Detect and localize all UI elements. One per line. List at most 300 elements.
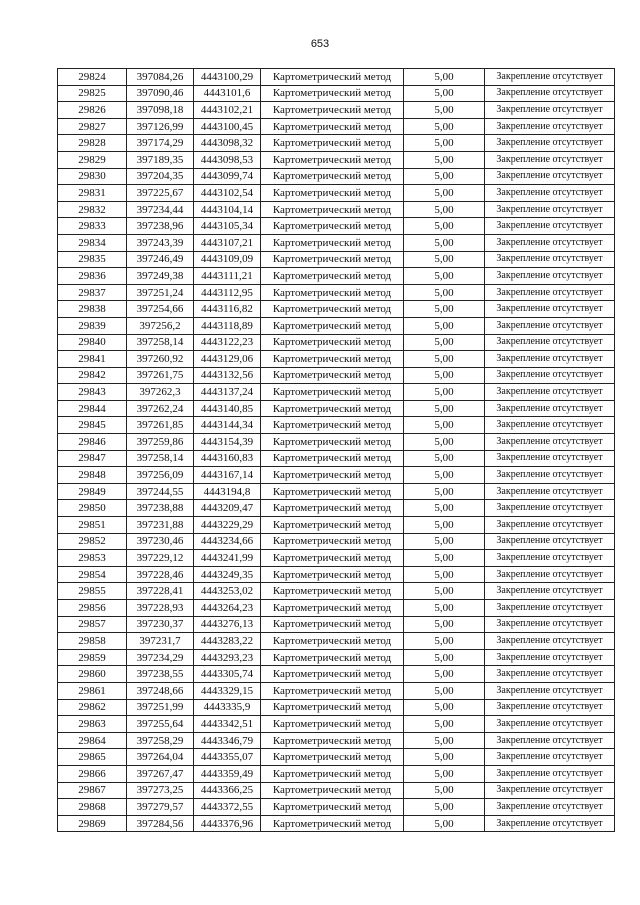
table-row [58,633,615,650]
table-row [58,118,615,135]
table-row [58,649,615,666]
accuracy-cell: 5,00 [404,85,485,102]
accuracy-cell: 5,00 [404,168,485,185]
y-coordinate-cell: 4443241,99 [194,550,261,567]
fixation-cell: Закрепление отсутствует [485,699,615,716]
table-row [58,234,615,251]
y-coordinate-cell: 4443102,21 [194,102,261,119]
method-cell: Картометрический метод [261,633,404,650]
y-coordinate-cell: 4443342,51 [194,716,261,733]
x-coordinate-cell: 397231,7 [127,633,194,650]
method-cell: Картометрический метод [261,135,404,152]
fixation-cell: Закрепление отсутствует [485,550,615,567]
method-cell: Картометрический метод [261,467,404,484]
point-number-cell: 29824 [58,69,127,86]
point-number-cell: 29844 [58,400,127,417]
point-number-cell: 29859 [58,649,127,666]
method-cell: Картометрический метод [261,666,404,683]
accuracy-cell: 5,00 [404,268,485,285]
accuracy-cell: 5,00 [404,251,485,268]
x-coordinate-cell: 397098,18 [127,102,194,119]
accuracy-cell: 5,00 [404,550,485,567]
method-cell: Картометрический метод [261,218,404,235]
x-coordinate-cell: 397255,64 [127,716,194,733]
point-number-cell: 29843 [58,384,127,401]
table-row [58,367,615,384]
table-row [58,334,615,351]
method-cell: Картометрический метод [261,815,404,832]
point-number-cell: 29845 [58,417,127,434]
fixation-cell: Закрепление отсутствует [485,633,615,650]
x-coordinate-cell: 397262,3 [127,384,194,401]
y-coordinate-cell: 4443104,14 [194,201,261,218]
fixation-cell: Закрепление отсутствует [485,218,615,235]
method-cell: Картометрический метод [261,367,404,384]
point-number-cell: 29829 [58,151,127,168]
y-coordinate-cell: 4443355,07 [194,749,261,766]
coordinates-table [57,68,615,832]
x-coordinate-cell: 397279,57 [127,799,194,816]
fixation-cell: Закрепление отсутствует [485,102,615,119]
x-coordinate-cell: 397256,2 [127,317,194,334]
fixation-cell: Закрепление отсутствует [485,566,615,583]
x-coordinate-cell: 397251,24 [127,284,194,301]
x-coordinate-cell: 397258,14 [127,334,194,351]
table-row [58,550,615,567]
point-number-cell: 29848 [58,467,127,484]
y-coordinate-cell: 4443109,09 [194,251,261,268]
method-cell: Картометрический метод [261,268,404,285]
y-coordinate-cell: 4443140,85 [194,400,261,417]
point-number-cell: 29865 [58,749,127,766]
table-row [58,566,615,583]
accuracy-cell: 5,00 [404,450,485,467]
fixation-cell: Закрепление отсутствует [485,251,615,268]
method-cell: Картометрический метод [261,616,404,633]
fixation-cell: Закрепление отсутствует [485,135,615,152]
point-number-cell: 29842 [58,367,127,384]
point-number-cell: 29852 [58,533,127,550]
method-cell: Картометрический метод [261,533,404,550]
fixation-cell: Закрепление отсутствует [485,500,615,517]
x-coordinate-cell: 397238,88 [127,500,194,517]
fixation-cell: Закрепление отсутствует [485,400,615,417]
y-coordinate-cell: 4443305,74 [194,666,261,683]
table-body [58,69,615,832]
x-coordinate-cell: 397126,99 [127,118,194,135]
table-row [58,732,615,749]
fixation-cell: Закрепление отсутствует [485,168,615,185]
x-coordinate-cell: 397258,14 [127,450,194,467]
point-number-cell: 29840 [58,334,127,351]
accuracy-cell: 5,00 [404,351,485,368]
table-row [58,517,615,534]
point-number-cell: 29857 [58,616,127,633]
fixation-cell: Закрепление отсутствует [485,765,615,782]
x-coordinate-cell: 397204,35 [127,168,194,185]
x-coordinate-cell: 397238,55 [127,666,194,683]
table-row [58,284,615,301]
accuracy-cell: 5,00 [404,815,485,832]
accuracy-cell: 5,00 [404,682,485,699]
method-cell: Картометрический метод [261,185,404,202]
accuracy-cell: 5,00 [404,301,485,318]
fixation-cell: Закрепление отсутствует [485,284,615,301]
y-coordinate-cell: 4443100,45 [194,118,261,135]
accuracy-cell: 5,00 [404,616,485,633]
table-row [58,583,615,600]
y-coordinate-cell: 4443293,23 [194,649,261,666]
accuracy-cell: 5,00 [404,384,485,401]
y-coordinate-cell: 4443359,49 [194,765,261,782]
method-cell: Картометрический метод [261,600,404,617]
point-number-cell: 29833 [58,218,127,235]
fixation-cell: Закрепление отсутствует [485,384,615,401]
y-coordinate-cell: 4443329,15 [194,682,261,699]
accuracy-cell: 5,00 [404,649,485,666]
table-row [58,450,615,467]
fixation-cell: Закрепление отсутствует [485,317,615,334]
x-coordinate-cell: 397258,29 [127,732,194,749]
fixation-cell: Закрепление отсутствует [485,69,615,86]
fixation-cell: Закрепление отсутствует [485,118,615,135]
table-row [58,682,615,699]
x-coordinate-cell: 397267,47 [127,765,194,782]
method-cell: Картометрический метод [261,118,404,135]
table-row [58,782,615,799]
table-row [58,799,615,816]
x-coordinate-cell: 397090,46 [127,85,194,102]
method-cell: Картометрический метод [261,649,404,666]
point-number-cell: 29830 [58,168,127,185]
fixation-cell: Закрепление отсутствует [485,234,615,251]
point-number-cell: 29862 [58,699,127,716]
y-coordinate-cell: 4443144,34 [194,417,261,434]
method-cell: Картометрический метод [261,85,404,102]
table-row [58,251,615,268]
table-row [58,168,615,185]
y-coordinate-cell: 4443112,95 [194,284,261,301]
y-coordinate-cell: 4443372,55 [194,799,261,816]
point-number-cell: 29861 [58,682,127,699]
accuracy-cell: 5,00 [404,566,485,583]
x-coordinate-cell: 397243,39 [127,234,194,251]
y-coordinate-cell: 4443129,06 [194,351,261,368]
point-number-cell: 29831 [58,185,127,202]
y-coordinate-cell: 4443249,35 [194,566,261,583]
method-cell: Картометрический метод [261,251,404,268]
y-coordinate-cell: 4443376,96 [194,815,261,832]
table-row [58,69,615,86]
method-cell: Картометрический метод [261,749,404,766]
point-number-cell: 29834 [58,234,127,251]
accuracy-cell: 5,00 [404,782,485,799]
point-number-cell: 29838 [58,301,127,318]
x-coordinate-cell: 397284,56 [127,815,194,832]
accuracy-cell: 5,00 [404,434,485,451]
fixation-cell: Закрепление отсутствует [485,732,615,749]
accuracy-cell: 5,00 [404,234,485,251]
y-coordinate-cell: 4443105,34 [194,218,261,235]
table-row [58,699,615,716]
x-coordinate-cell: 397246,49 [127,251,194,268]
table-row [58,666,615,683]
table-row [58,85,615,102]
method-cell: Картометрический метод [261,69,404,86]
x-coordinate-cell: 397228,41 [127,583,194,600]
method-cell: Картометрический метод [261,699,404,716]
accuracy-cell: 5,00 [404,135,485,152]
fixation-cell: Закрепление отсутствует [485,716,615,733]
method-cell: Картометрический метод [261,400,404,417]
x-coordinate-cell: 397234,44 [127,201,194,218]
x-coordinate-cell: 397249,38 [127,268,194,285]
method-cell: Картометрический метод [261,566,404,583]
x-coordinate-cell: 397262,24 [127,400,194,417]
method-cell: Картометрический метод [261,168,404,185]
point-number-cell: 29826 [58,102,127,119]
table-row [58,815,615,832]
fixation-cell: Закрепление отсутствует [485,151,615,168]
y-coordinate-cell: 4443346,79 [194,732,261,749]
point-number-cell: 29860 [58,666,127,683]
method-cell: Картометрический метод [261,334,404,351]
fixation-cell: Закрепление отсутствует [485,533,615,550]
y-coordinate-cell: 4443209,47 [194,500,261,517]
method-cell: Картометрический метод [261,317,404,334]
fixation-cell: Закрепление отсутствует [485,600,615,617]
table-row [58,301,615,318]
y-coordinate-cell: 4443160,83 [194,450,261,467]
table-row [58,218,615,235]
method-cell: Картометрический метод [261,782,404,799]
x-coordinate-cell: 397259,86 [127,434,194,451]
point-number-cell: 29841 [58,351,127,368]
point-number-cell: 29863 [58,716,127,733]
point-number-cell: 29855 [58,583,127,600]
method-cell: Картометрический метод [261,583,404,600]
accuracy-cell: 5,00 [404,69,485,86]
method-cell: Картометрический метод [261,732,404,749]
accuracy-cell: 5,00 [404,799,485,816]
method-cell: Картометрический метод [261,301,404,318]
accuracy-cell: 5,00 [404,716,485,733]
y-coordinate-cell: 4443194,8 [194,483,261,500]
table-row [58,351,615,368]
fixation-cell: Закрепление отсутствует [485,666,615,683]
fixation-cell: Закрепление отсутствует [485,682,615,699]
x-coordinate-cell: 397238,96 [127,218,194,235]
y-coordinate-cell: 4443154,39 [194,434,261,451]
accuracy-cell: 5,00 [404,334,485,351]
x-coordinate-cell: 397229,12 [127,550,194,567]
page-number: 653 [310,38,330,50]
fixation-cell: Закрепление отсутствует [485,749,615,766]
accuracy-cell: 5,00 [404,666,485,683]
method-cell: Картометрический метод [261,483,404,500]
accuracy-cell: 5,00 [404,317,485,334]
y-coordinate-cell: 4443229,29 [194,517,261,534]
method-cell: Картометрический метод [261,417,404,434]
point-number-cell: 29856 [58,600,127,617]
table-row [58,434,615,451]
point-number-cell: 29835 [58,251,127,268]
accuracy-cell: 5,00 [404,765,485,782]
y-coordinate-cell: 4443335,9 [194,699,261,716]
fixation-cell: Закрепление отсутствует [485,649,615,666]
table-row [58,500,615,517]
x-coordinate-cell: 397225,67 [127,185,194,202]
table-row [58,483,615,500]
accuracy-cell: 5,00 [404,151,485,168]
table-row [58,317,615,334]
method-cell: Картометрический метод [261,550,404,567]
fixation-cell: Закрепление отсутствует [485,583,615,600]
point-number-cell: 29827 [58,118,127,135]
y-coordinate-cell: 4443366,25 [194,782,261,799]
point-number-cell: 29853 [58,550,127,567]
accuracy-cell: 5,00 [404,218,485,235]
accuracy-cell: 5,00 [404,201,485,218]
x-coordinate-cell: 397230,46 [127,533,194,550]
y-coordinate-cell: 4443276,13 [194,616,261,633]
point-number-cell: 29867 [58,782,127,799]
method-cell: Картометрический метод [261,500,404,517]
point-number-cell: 29825 [58,85,127,102]
table-row [58,616,615,633]
x-coordinate-cell: 397260,92 [127,351,194,368]
x-coordinate-cell: 397256,09 [127,467,194,484]
x-coordinate-cell: 397261,85 [127,417,194,434]
fixation-cell: Закрепление отсутствует [485,434,615,451]
table-row [58,400,615,417]
y-coordinate-cell: 4443116,82 [194,301,261,318]
y-coordinate-cell: 4443101,6 [194,85,261,102]
method-cell: Картометрический метод [261,799,404,816]
x-coordinate-cell: 397234,29 [127,649,194,666]
table-row [58,467,615,484]
y-coordinate-cell: 4443100,29 [194,69,261,86]
method-cell: Картометрический метод [261,765,404,782]
y-coordinate-cell: 4443111,21 [194,268,261,285]
method-cell: Картометрический метод [261,450,404,467]
accuracy-cell: 5,00 [404,732,485,749]
accuracy-cell: 5,00 [404,583,485,600]
accuracy-cell: 5,00 [404,699,485,716]
point-number-cell: 29851 [58,517,127,534]
fixation-cell: Закрепление отсутствует [485,201,615,218]
point-number-cell: 29864 [58,732,127,749]
table-row [58,716,615,733]
x-coordinate-cell: 397248,66 [127,682,194,699]
method-cell: Картометрический метод [261,102,404,119]
y-coordinate-cell: 4443118,89 [194,317,261,334]
method-cell: Картометрический метод [261,201,404,218]
point-number-cell: 29839 [58,317,127,334]
point-number-cell: 29869 [58,815,127,832]
y-coordinate-cell: 4443122,23 [194,334,261,351]
x-coordinate-cell: 397251,99 [127,699,194,716]
point-number-cell: 29849 [58,483,127,500]
accuracy-cell: 5,00 [404,749,485,766]
table-row [58,268,615,285]
y-coordinate-cell: 4443253,02 [194,583,261,600]
accuracy-cell: 5,00 [404,185,485,202]
point-number-cell: 29858 [58,633,127,650]
table-row [58,749,615,766]
point-number-cell: 29832 [58,201,127,218]
method-cell: Картометрический метод [261,384,404,401]
accuracy-cell: 5,00 [404,118,485,135]
x-coordinate-cell: 397230,37 [127,616,194,633]
fixation-cell: Закрепление отсутствует [485,815,615,832]
fixation-cell: Закрепление отсутствует [485,799,615,816]
x-coordinate-cell: 397264,04 [127,749,194,766]
table-row [58,417,615,434]
point-number-cell: 29837 [58,284,127,301]
method-cell: Картометрический метод [261,234,404,251]
point-number-cell: 29866 [58,765,127,782]
x-coordinate-cell: 397084,26 [127,69,194,86]
accuracy-cell: 5,00 [404,102,485,119]
x-coordinate-cell: 397174,29 [127,135,194,152]
method-cell: Картометрический метод [261,682,404,699]
table-row [58,765,615,782]
accuracy-cell: 5,00 [404,367,485,384]
accuracy-cell: 5,00 [404,517,485,534]
table-row [58,135,615,152]
x-coordinate-cell: 397254,66 [127,301,194,318]
table-row [58,185,615,202]
table-row [58,201,615,218]
y-coordinate-cell: 4443132,56 [194,367,261,384]
table-row [58,384,615,401]
y-coordinate-cell: 4443102,54 [194,185,261,202]
table-row [58,102,615,119]
y-coordinate-cell: 4443137,24 [194,384,261,401]
table-row [58,151,615,168]
y-coordinate-cell: 4443234,66 [194,533,261,550]
accuracy-cell: 5,00 [404,600,485,617]
fixation-cell: Закрепление отсутствует [485,85,615,102]
table-row [58,600,615,617]
fixation-cell: Закрепление отсутствует [485,517,615,534]
y-coordinate-cell: 4443107,21 [194,234,261,251]
point-number-cell: 29854 [58,566,127,583]
x-coordinate-cell: 397273,25 [127,782,194,799]
fixation-cell: Закрепление отсутствует [485,417,615,434]
fixation-cell: Закрепление отсутствует [485,185,615,202]
x-coordinate-cell: 397228,93 [127,600,194,617]
fixation-cell: Закрепление отсутствует [485,334,615,351]
method-cell: Картометрический метод [261,151,404,168]
fixation-cell: Закрепление отсутствует [485,450,615,467]
fixation-cell: Закрепление отсутствует [485,367,615,384]
y-coordinate-cell: 4443167,14 [194,467,261,484]
point-number-cell: 29836 [58,268,127,285]
accuracy-cell: 5,00 [404,467,485,484]
method-cell: Картометрический метод [261,716,404,733]
point-number-cell: 29850 [58,500,127,517]
point-number-cell: 29846 [58,434,127,451]
accuracy-cell: 5,00 [404,417,485,434]
y-coordinate-cell: 4443098,53 [194,151,261,168]
x-coordinate-cell: 397261,75 [127,367,194,384]
accuracy-cell: 5,00 [404,500,485,517]
fixation-cell: Закрепление отсутствует [485,782,615,799]
y-coordinate-cell: 4443264,23 [194,600,261,617]
accuracy-cell: 5,00 [404,284,485,301]
